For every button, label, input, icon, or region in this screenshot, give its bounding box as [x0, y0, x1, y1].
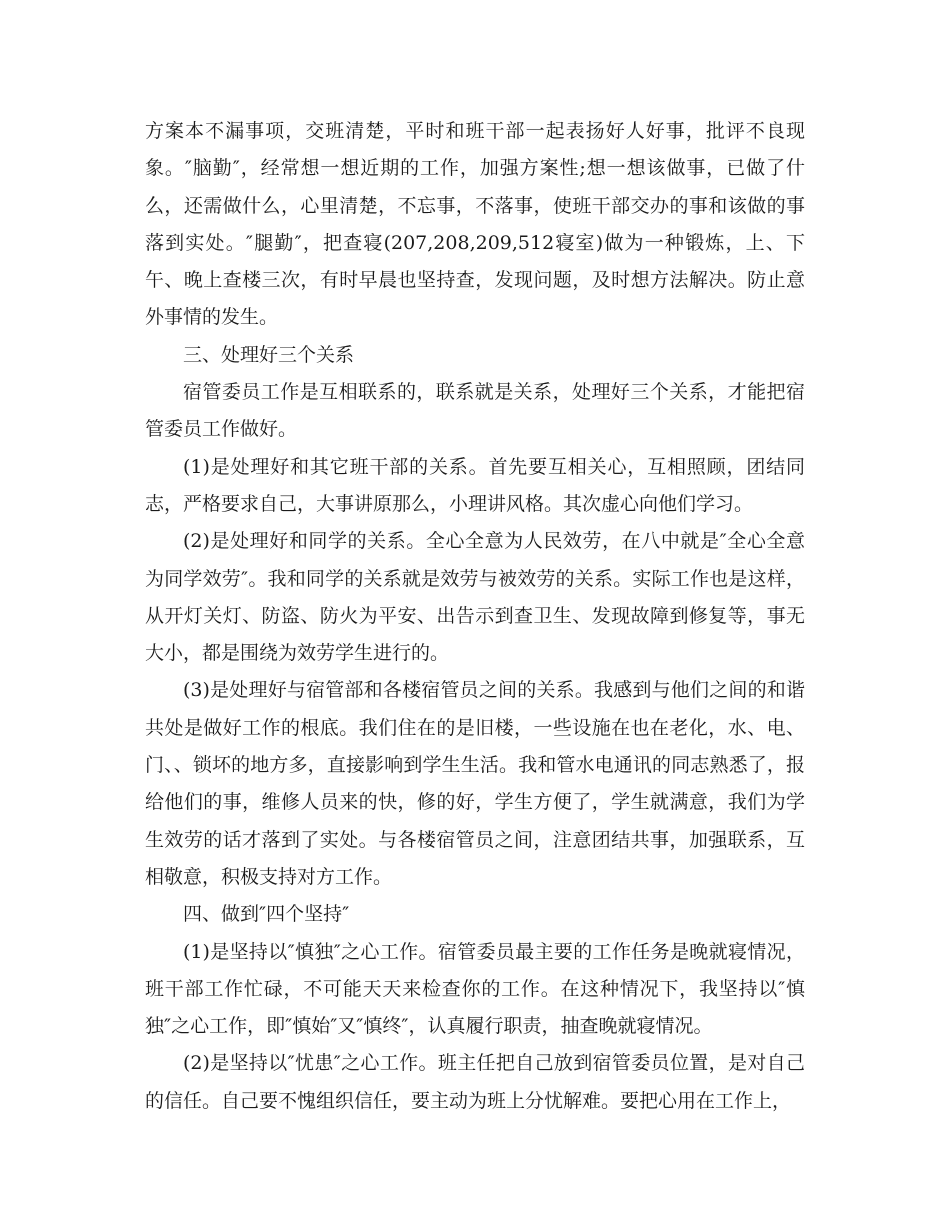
section-heading-three-relationships: 三、处理好三个关系	[183, 343, 355, 366]
paragraph: (3)是处理好与宿管部和各楼宿管员之间的关系。我感到与他们之间的和谐共处是做好工作的根底。我们住在的是旧楼，一些设施在也在老化，水、电、门、、锁坏的地方多，直接影响到学生生活。我和管水电通讯的同志熟悉了，报给他们的事，维修人员来的快，修的好，学生方便了，学生就满意，我们为学生效劳的话才落到了实处。与各楼宿管员之间，注意团结共事，加强联系，互相敬意，积极支持对方工作。	[145, 679, 805, 888]
paragraph: (2)是处理好和同学的关系。全心全意为人民效劳，在八中就是″全心全意为同学效劳″。我和同学的关系就是效劳与被效劳的关系。实际工作也是这样，从开灯关灯、防盗、防火为平安、出告示到查卫生、发现故障到修复等，事无大小，都是围绕为效劳学生进行的。	[145, 530, 805, 665]
paragraph: (2)是坚持以″忧患″之心工作。班主任把自己放到宿管委员位置，是对自己的信任。自己要不愧组织信任，要主动为班上分忧解难。要把心用在工作上，	[145, 1052, 805, 1112]
section-heading-four-persistences: 四、做到″四个坚持″	[183, 903, 350, 926]
paragraph: (1)是坚持以″慎独″之心工作。宿管委员最主要的工作任务是晚就寝情况，班干部工作忙碌，不可能天天来检查你的工作。在这种情况下，我坚持以″慎独″之心工作，即″慎始″又″慎终″，认真履行职责，抽查晚就寝情况。	[145, 940, 805, 1038]
document-body	[145, 113, 805, 1120]
paragraph: (1)是处理好和其它班干部的关系。首先要互相关心，互相照顾，团结同志，严格要求自己，大事讲原那么，小理讲风格。其次虚心向他们学习。	[145, 455, 805, 515]
paragraph: 宿管委员工作是互相联系的，联系就是关系，处理好三个关系，才能把宿管委员工作做好。	[145, 381, 805, 441]
paragraph-continuation: 方案本不漏事项，交班清楚，平时和班干部一起表扬好人好事，批评不良现象。″脑勤″，经常想一想近期的工作，加强方案性;想一想该做事，已做了什么，还需做什么，心里清楚，不忘事，不落事，使班干部交办的事和该做的事落到实处。″腿勤″，把查寝(207,208,209,512寝室)做为一种锻炼，上、下午、晚上查楼三次，有时早晨也坚持查，发现问题，及时想方法解决。防止意外事情的发生。	[145, 120, 805, 329]
